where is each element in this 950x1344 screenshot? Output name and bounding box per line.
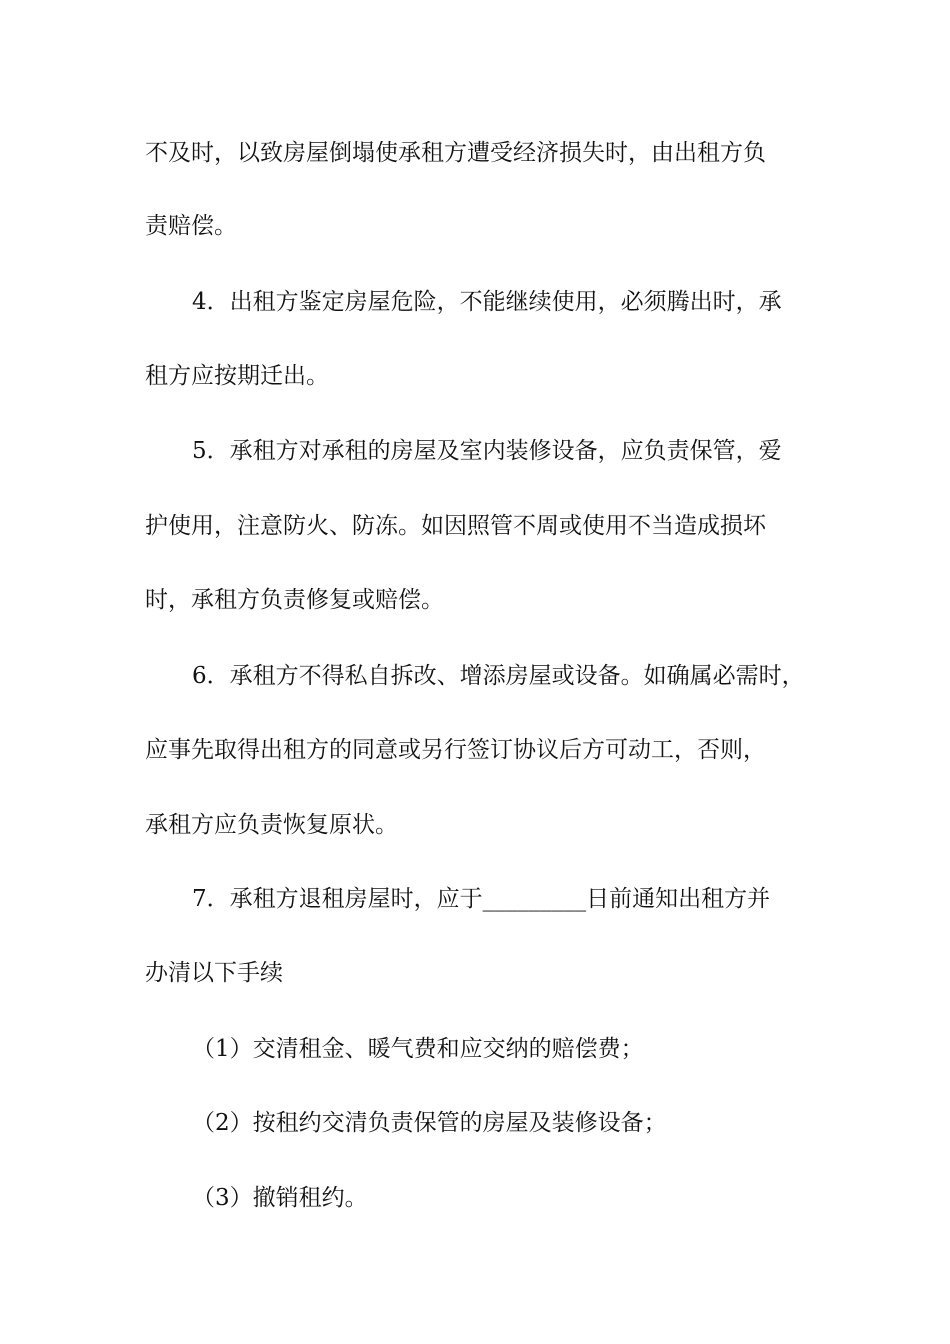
list-item: （3）撤销租约。 bbox=[192, 1185, 368, 1211]
text-line: 责赔偿。 bbox=[145, 213, 237, 239]
text-line: 不及时，以致房屋倒塌使承租方遭受经济损失时，由出租方负 bbox=[145, 140, 766, 166]
text-line: 护使用，注意防火、防冻。如因照管不周或使用不当造成损坏 bbox=[145, 513, 766, 539]
text-line: 时，承租方负责修复或赔偿。 bbox=[145, 587, 444, 613]
text-line: 5．承租方对承租的房屋及室内装修设备，应负责保管，爱 bbox=[192, 438, 782, 464]
text-line: 7．承租方退租房屋时，应于_________日前通知出租方并 bbox=[192, 886, 771, 912]
list-item: （2）按租约交清负责保管的房屋及装修设备； bbox=[192, 1110, 667, 1136]
list-item: （1）交清租金、暖气费和应交纳的赔偿费； bbox=[192, 1036, 644, 1062]
text-line: 承租方应负责恢复原状。 bbox=[145, 812, 398, 838]
text-line: 租方应按期迁出。 bbox=[145, 363, 329, 389]
text-line: 应事先取得出租方的同意或另行签订协议后方可动工，否则， bbox=[145, 737, 766, 763]
text-line: 办清以下手续 bbox=[145, 960, 283, 986]
text-line: 6．承租方不得私自拆改、增添房屋或设备。如确属必需时， bbox=[192, 663, 805, 689]
text-line: 4．出租方鉴定房屋危险，不能继续使用，必须腾出时，承 bbox=[192, 289, 782, 315]
